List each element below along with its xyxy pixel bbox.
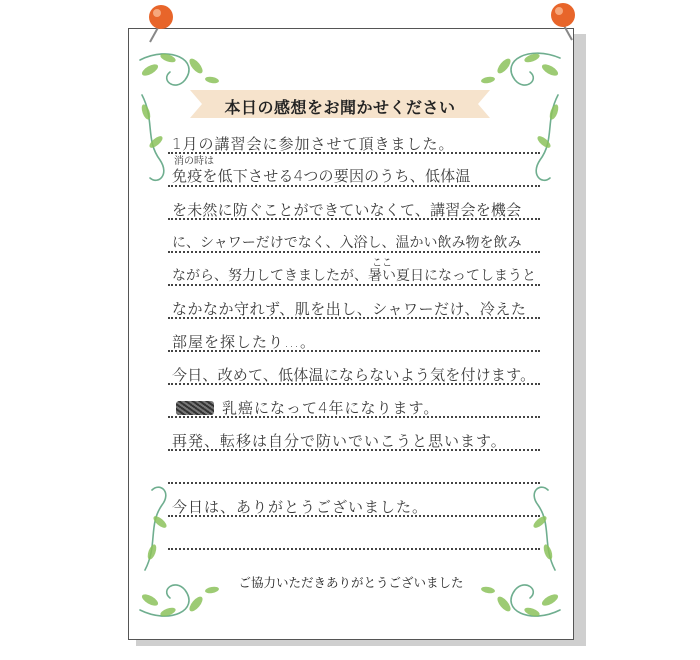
handwritten-line: 今日は、ありがとうございました。 (172, 498, 429, 516)
handwritten-annotation: ここ (372, 258, 392, 269)
handwritten-line: 再発、転移は自分で防いでいこうと思います。 (172, 432, 507, 450)
crossed-out-scribble (176, 401, 214, 415)
ruled-line (168, 548, 540, 550)
handwritten-line: を未然に防ぐことができていなくて、講習会を機会 (172, 201, 522, 219)
handwritten-line: 今日、改めて、低体温にならないよう気を付けます。 (172, 366, 536, 384)
handwritten-line: 部屋を探したり…。 (172, 333, 317, 351)
handwritten-annotation: 消の時は (174, 156, 214, 167)
card-title: 本日の感想をお聞かせください (224, 98, 456, 117)
ruled-line (168, 482, 540, 484)
handwritten-line: に、シャワーだけでなく、入浴し、温かい飲み物を飲み (172, 235, 522, 251)
handwritten-line: ながら、努力してきましたが、暑い夏日になってしまうと (172, 268, 536, 284)
handwritten-line: 免疫を低下させる4つの要因のうち、低体温 (172, 167, 471, 185)
handwritten-line: なかなか守れず、肌を出し、シャワーだけ、冷えた (172, 300, 527, 318)
footer-thanks: ご協力いただきありがとうございました (238, 575, 464, 590)
title-banner (190, 88, 490, 120)
pushpin-right-icon (542, 0, 582, 44)
handwritten-line: 乳癌になって4年になります。 (222, 399, 440, 417)
pushpin-left-icon (140, 2, 180, 46)
handwritten-line: 1月の講習会に参加させて頂きました。 (172, 135, 455, 153)
